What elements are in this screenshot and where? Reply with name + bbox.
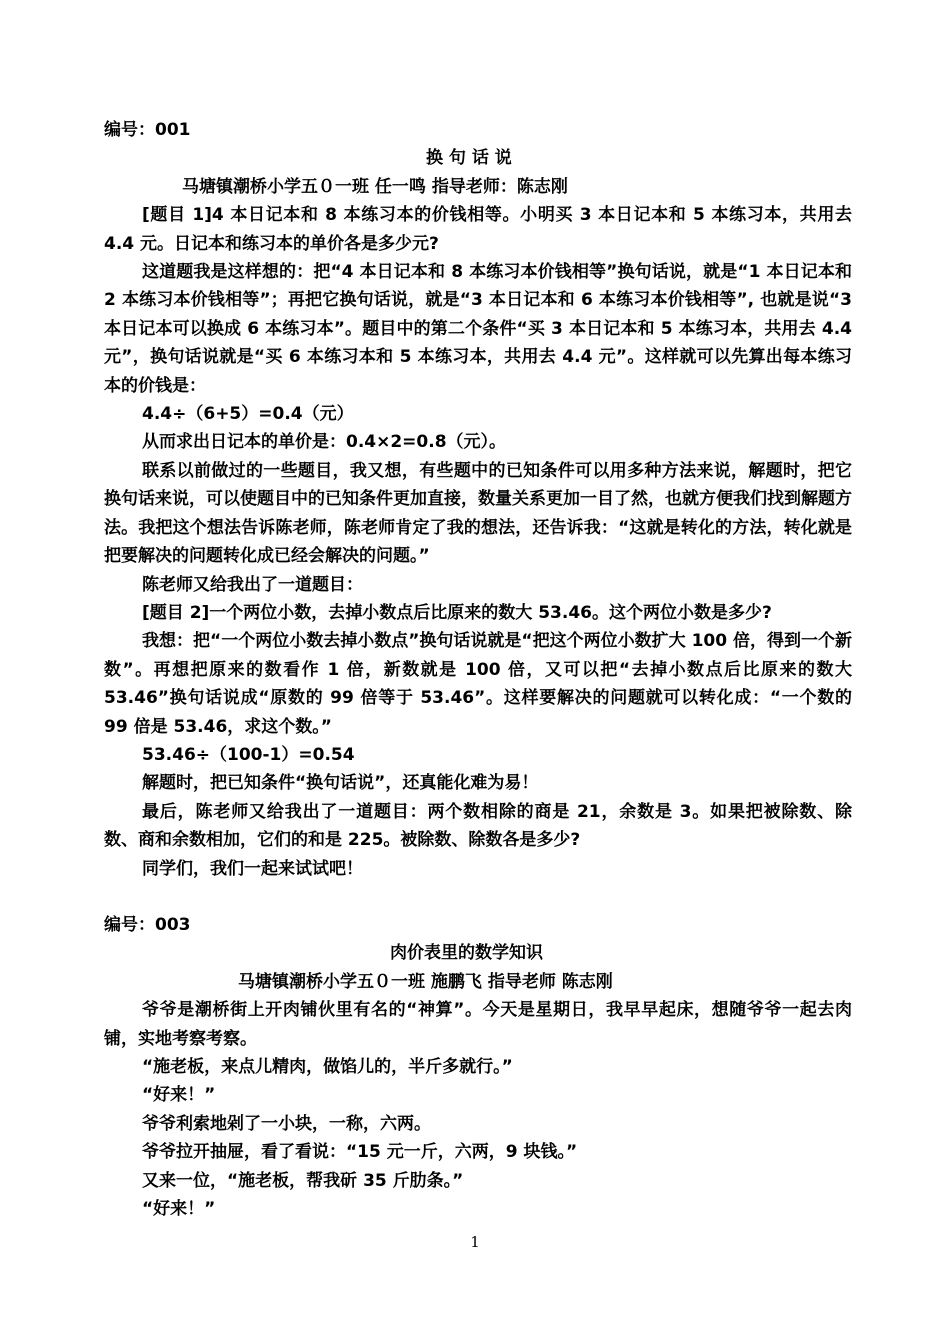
article1-equation1: 4.4÷（6+5）=0.4（元）: [142, 404, 354, 425]
article2-code: 编号：003: [104, 914, 191, 935]
article1-title: 换 句 话 说: [426, 148, 512, 169]
article1-intro-problem2: 陈老师又给我出了一道题目：: [142, 574, 363, 595]
article2-narration-1: 爷爷利索地剁了一小块，一称，六两。: [142, 1113, 431, 1134]
article1-closing: 同学们，我们一起来试试吧！: [142, 858, 363, 879]
page-number: 1: [470, 1233, 480, 1251]
article1-equation2: 53.46÷（100-1）=0.54: [142, 744, 355, 765]
article-separator: [104, 883, 852, 911]
article2-author: 马塘镇潮桥小学五０一班 施鹏飞 指导老师 陈志刚: [238, 971, 613, 992]
article2-dialogue-1: “施老板，来点儿精肉，做馅儿的，半斤多就行。”: [142, 1057, 513, 1077]
article1-problem1: [题目 1]4 本日记本和 8 本练习本的价钱相等。小明买 3 本日记本和 5 本练习本，共用去 4.4 元。日记本和练习本的单价各是多少元?: [104, 205, 852, 254]
article2-dialogue-4: “好来！”: [142, 1199, 216, 1220]
article1-problem2: [题目 2]一个两位小数，去掉小数点后比原来的数大 53.46。这个两位小数是多少?: [142, 602, 772, 623]
article1-reasoning2: 我想：把“一个两位小数去掉小数点”换句话说就是“把这个两位小数扩大 100 倍，得到一个新数”。再想把原来的数看作 1 倍，新数就是 100 倍，又可以把“去掉小数点后比原来的数大 53.46”换句话说成“原数的 99 倍等于 53.46”。这样要解决的问题就可以转化成：“一个数的 99 倍是 53.46，求这个数。”: [104, 631, 852, 737]
article1-reflection: 联系以前做过的一些题目，我又想，有些题中的已知条件可以用多种方法来说，解题时，把它换句话来说，可以使题目中的已知条件更加直接，数量关系更加一目了然，也就方便我们找到解题方法。我把这个想法告诉陈老师，陈老师肯定了我的想法，还告诉我：“这就是转化的方法，转化就是把要解决的问题转化成已经会解决的问题。”: [104, 460, 852, 567]
article2-dialogue-2: “好来！”: [142, 1085, 216, 1106]
article1-result: 从而求出日记本的单价是：0.4×2=0.8（元）。: [142, 432, 507, 453]
article1-code: 编号：001: [104, 120, 191, 140]
article2-dialogue-3: 又来一位，“施老板，帮我斫 35 斤肋条。”: [142, 1170, 464, 1191]
article1-problem3: 最后，陈老师又给我出了一道题目：两个数相除的商是 21，余数是 3。如果把被除数、除数、商和余数相加，它们的和是 225。被除数、除数各是多少?: [104, 801, 852, 851]
article2-narration-2: 爷爷拉开抽屉，看了看说：“15 元一斤，六两，9 块钱。”: [142, 1142, 578, 1163]
article2-title: 肉价表里的数学知识: [390, 943, 543, 964]
article1-conclusion: 解题时，把已知条件“换句话说”，还真能化难为易！: [142, 773, 539, 794]
article1-reasoning: 这道题我是这样想的：把“4 本日记本和 8 本练习本价钱相等”换句话说，就是“1 本日记本和 2 本练习本价钱相等”；再把它换句话说，就是“3 本日记本和 6 本练习本价钱相等”, 也就是说“3 本日记本可以换成 6 本练习本”。题目中的第二个条件“买 3 本日记本和 5 本练习本，共用去 4.4 元”，换句话说就是“买 6 本练习本和 5 本练习本，共用去 4.4 元”。这样就可以先算出每本练习本的价钱是：: [104, 262, 852, 396]
article1-author: 马塘镇潮桥小学五０一班 任一鸣 指导老师：陈志刚: [182, 176, 568, 197]
article2-intro: 爷爷是潮桥街上开肉铺伙里有名的“神算”。今天是星期日，我早早起床，想随爷爷一起去肉铺，实地考察考察。: [104, 1000, 852, 1049]
page-content: [104, 116, 852, 1223]
